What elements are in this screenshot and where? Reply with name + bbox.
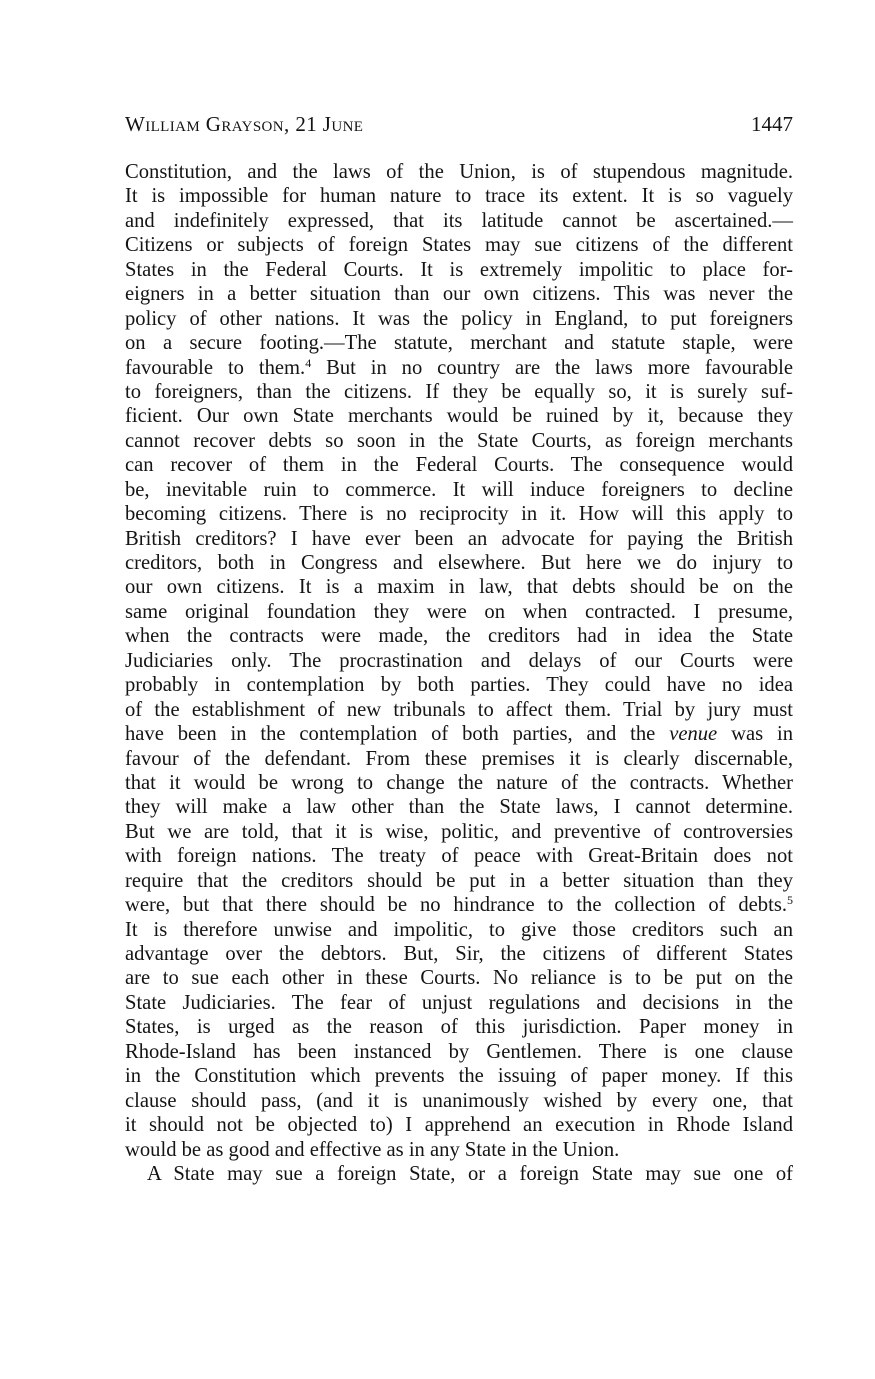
paragraph-end-line: would be as good and effective as in any State in the Union.	[125, 1138, 620, 1161]
text-line: State Judiciaries. The fear of unjust regulations and decisions in the	[125, 991, 793, 1014]
text-line: it should not be objected to) I apprehend an execution in Rhode Island	[125, 1114, 793, 1137]
text-line: can recover of them in the Federal Courts. The consequence would	[125, 454, 793, 477]
text-line: when the contracts were made, the creditors had in idea the State	[125, 625, 793, 648]
text-line: and indefinitely expressed, that its latitude cannot be ascertained.—	[125, 209, 793, 232]
text-run: But in no country are the laws more favourable	[311, 356, 793, 379]
text-line: same original foundation they were on when contracted. I presume,	[125, 600, 793, 623]
text-line: of the establishment of new tribunals to affect them. Trial by jury must	[125, 698, 793, 721]
text-run: was in	[717, 723, 793, 746]
text-line: Judiciaries only. The procrastination and delays of our Courts were	[125, 649, 793, 672]
italic-term: venue	[669, 723, 718, 746]
text-line: creditors, both in Congress and elsewhere. But here we do injury to	[125, 552, 793, 574]
text-line: are to sue each other in these Courts. No reliance is to be put on the	[125, 967, 793, 990]
text-line: States in the Federal Courts. It is extremely impolitic to place for-	[125, 258, 793, 281]
footnote-marker: 5	[787, 893, 793, 908]
text-line: advantage over the debtors. But, Sir, the citizens of different States	[125, 943, 793, 965]
body-text	[125, 160, 793, 1186]
text-line: But we are told, that it is wise, politic, and preventive of controversies	[125, 820, 793, 843]
text-line	[125, 722, 793, 746]
text-line: probably in contemplation by both parties. They could have no idea	[125, 674, 793, 697]
text-run: favourable to them.	[125, 356, 306, 379]
text-line: cannot recover debts so soon in the State Courts, as foreign merchants	[125, 429, 793, 452]
text-line: that it would be wrong to change the nature of the contracts. Whether	[125, 771, 793, 794]
text-line: It is therefore unwise and impolitic, to give those creditors such an	[125, 918, 793, 941]
text-line: It is impossible for human nature to trace its extent. It is so vaguely	[125, 185, 793, 208]
text-run: have been in the contemplation of both parties, and the	[125, 723, 670, 746]
text-line: becoming citizens. There is no reciprocity in it. How will this apply to	[125, 503, 793, 526]
text-line: be, inevitable ruin to commerce. It will induce foreigners to decline	[125, 478, 793, 501]
text-run: were, but that there should be no hindrance to the collection of debts.	[125, 894, 787, 917]
text-line: British creditors? I have ever been an advocate for paying the British	[125, 527, 793, 550]
text-line	[125, 356, 793, 380]
text-line: favour of the defendant. From these premises it is clearly discernable,	[125, 747, 793, 770]
text-line: eigners in a better situation than our own citizens. This was never the	[125, 283, 793, 306]
text-line: require that the creditors should be put in a better situation than they	[125, 869, 793, 892]
paragraph-start-line: A State may sue a foreign State, or a foreign State may sue one of	[147, 1162, 793, 1185]
text-line: with foreign nations. The treaty of peace with Great-Britain does not	[125, 845, 793, 868]
text-line: policy of other nations. It was the policy in England, to put foreigners	[125, 307, 793, 330]
running-head-title: William Grayson, 21 June	[125, 112, 364, 136]
text-line: on a secure footing.—The statute, merchant and statute staple, were	[125, 332, 793, 355]
text-line: Rhode-Island has been instanced by Gentlemen. There is one clause	[125, 1040, 793, 1063]
running-header	[125, 112, 793, 142]
text-line	[125, 893, 793, 917]
footnote-marker: 4	[305, 355, 312, 370]
text-line: they will make a law other than the State laws, I cannot determine.	[125, 796, 793, 819]
text-line: Citizens or subjects of foreign States may sue citizens of the different	[125, 234, 793, 257]
text-line: our own citizens. It is a maxim in law, that debts should be on the	[125, 576, 793, 599]
text-line: to foreigners, than the citizens. If they be equally so, it is surely suf-	[125, 380, 793, 403]
text-line: Constitution, and the laws of the Union, is of stupendous magnitude.	[125, 161, 793, 183]
page-number: 1447	[751, 112, 793, 136]
text-line: States, is urged as the reason of this jurisdiction. Paper money in	[125, 1016, 793, 1039]
text-line: in the Constitution which prevents the issuing of paper money. If this	[125, 1065, 793, 1088]
text-line: clause should pass, (and it is unanimously wished by every one, that	[125, 1089, 793, 1112]
text-line: ficient. Our own State merchants would be ruined by it, because they	[125, 405, 793, 428]
